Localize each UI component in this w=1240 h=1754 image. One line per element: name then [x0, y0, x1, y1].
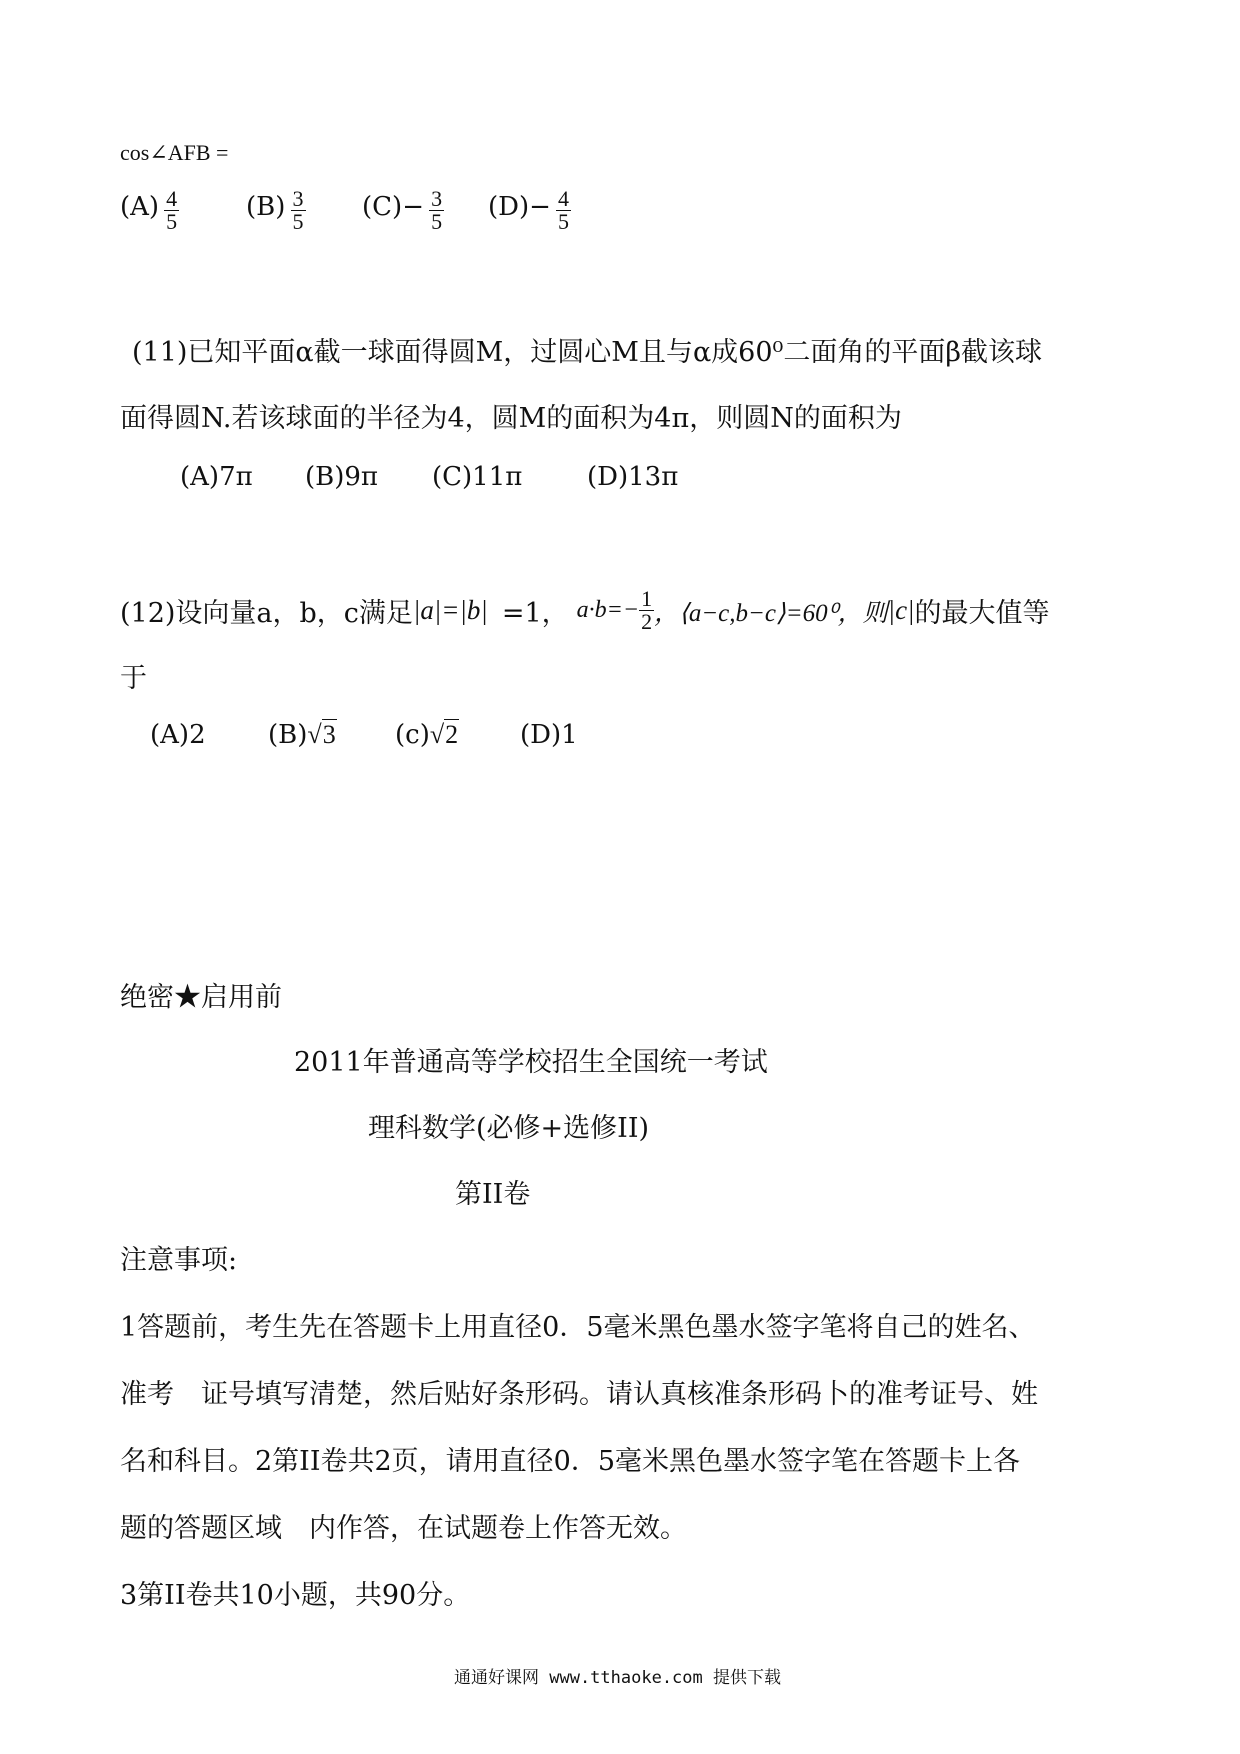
q12-option-c: (c)√2 [395, 720, 459, 750]
q12-norm-condition: |a|=|b| [412, 595, 488, 625]
q12-line2: 于 [120, 663, 147, 694]
q11-option-a: (A)7π [180, 462, 253, 492]
q12-suffix: 的最大值等 [914, 598, 1050, 629]
q11-line1: (11)已知平面α截一球面得圆M，过圆心M且与α成60⁰二面角的平面β截该球 [132, 337, 1042, 368]
exam-title: 2011年普通高等学校招生全国统一考试 [294, 1047, 768, 1078]
q12-line1 [120, 588, 1050, 633]
q12-norm-c: |c| [887, 595, 915, 625]
q12-half-fraction: $\frac{1}{2}$ [641, 586, 653, 634]
footer-source: 通通好课网 www.tthaoke.com 提供下载 [454, 1668, 781, 1688]
notice-line-4: 题的答题区域 内作答，在试题卷上作答无效。 [120, 1513, 687, 1544]
q10-option-d: (D)− $\frac{4}{5}$ [488, 186, 570, 234]
exam-subtitle: 理科数学(必修+选修II) [368, 1113, 650, 1144]
q10-option-c: (C)− $\frac{3}{5}$ [362, 186, 443, 234]
q10-option-a: (A) $\frac{4}{5}$ [120, 186, 178, 234]
notice-line-5: 3第II卷共10小题，共90分。 [120, 1580, 471, 1611]
q10-expression: cos∠AFB = [120, 140, 229, 165]
q12-option-d: (D)1 [520, 720, 578, 750]
q12-eq-one: =1， [501, 598, 569, 629]
q11-option-d: (D)13π [587, 462, 679, 492]
notice-line-1: 1答题前，考生先在答题卡上用直径0．5毫米黑色墨水签字笔将自己的姓名、 [120, 1312, 1036, 1343]
q10-option-b: (B) $\frac{3}{5}$ [246, 186, 304, 234]
secret-label: 绝密★启用前 [120, 982, 282, 1013]
notice-line-2: 准考 证号填写清楚，然后贴好条形码。请认真核准条形码卜的准考证号、姓 [120, 1379, 1038, 1410]
notice-line-3: 名和科目。2第II卷共2页，请用直径0．5毫米黑色墨水签字笔在答题卡上各 [120, 1446, 1021, 1477]
notice-heading: 注意事项: [120, 1245, 238, 1276]
q12-option-a: (A)2 [150, 720, 206, 750]
q12-prefix: (12)设向量a，b，c满足 [120, 598, 413, 629]
volume-label: 第II卷 [455, 1179, 531, 1210]
q12-dot-expr: a·b=− [576, 597, 640, 623]
q11-option-c: (C)11π [432, 462, 523, 492]
q12-angle-expr: ，⟨a−c,b−c⟩=60⁰，则 [654, 599, 888, 627]
q12-option-b: (B)√3 [268, 720, 336, 750]
q11-line2: 面得圆N.若该球面的半径为4，圆M的面积为4π，则圆N的面积为 [120, 403, 902, 434]
q11-option-b: (B)9π [305, 462, 379, 492]
